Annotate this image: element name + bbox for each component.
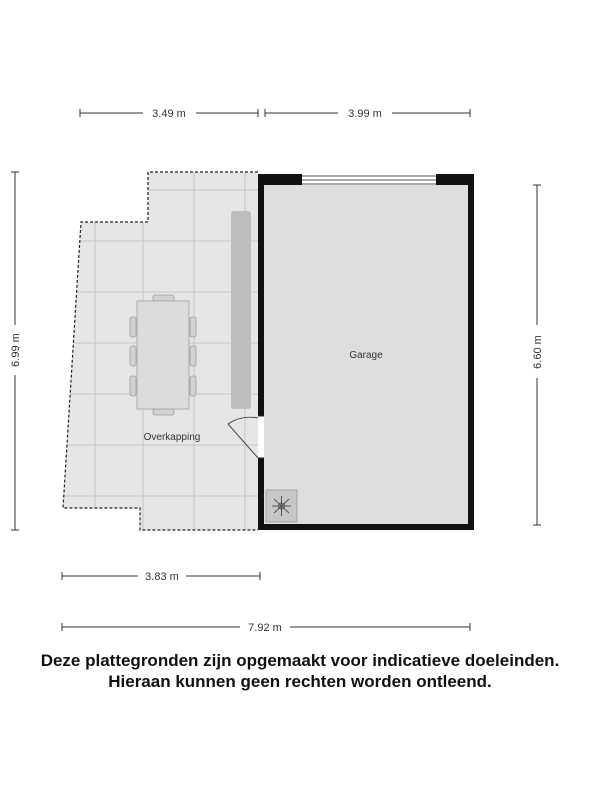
garage-door: [302, 174, 436, 185]
disclaimer: [0, 650, 600, 692]
dimension-left-height: 6.99 m: [10, 333, 22, 367]
dimension-right-height: 6.60 m: [532, 335, 544, 369]
dimension-bottom-total: 7.92 m: [248, 622, 282, 634]
dining-table: [130, 295, 196, 415]
dimension-top-left: 3.49 m: [152, 108, 186, 120]
fan-icon: [266, 490, 297, 522]
bench: [231, 211, 251, 409]
dimension-top-right: 3.99 m: [348, 108, 382, 120]
room-label-overkapping: Overkapping: [143, 432, 201, 443]
dimension-bottom-partial: 3.83 m: [145, 571, 179, 583]
disclaimer-line-2: Hieraan kunnen geen rechten worden ontleend.: [108, 672, 492, 691]
room-label-garage: Garage: [349, 350, 383, 361]
disclaimer-line-1: Deze plattegronden zijn opgemaakt voor indicatieve doeleinden.: [40, 651, 560, 670]
